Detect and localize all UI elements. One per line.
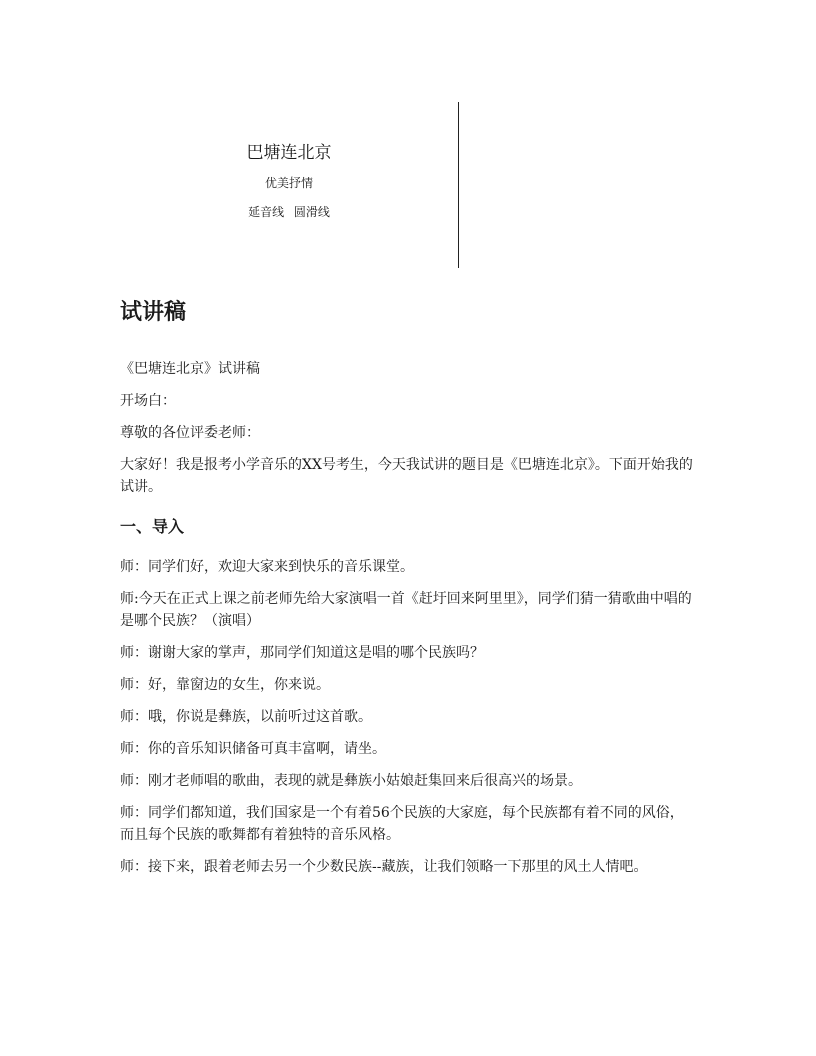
section-title: 一、导入 [120, 517, 185, 536]
section-paragraph: 师：接下来，跟着老师去另一个少数民族--藏族，让我们领略一下那里的风土人情吧。 [120, 859, 648, 875]
blackboard-design [120, 100, 462, 268]
document-heading: 试讲稿 [120, 300, 187, 325]
section-paragraph: 师：谢谢大家的掌声，那同学们知道这是唱的哪个民族吗？ [120, 645, 484, 661]
board-subtitle: 优美抒情 [264, 176, 313, 190]
intro-paragraph: 开场白： [120, 393, 176, 409]
section-paragraph: 师：同学们好，欢迎大家来到快乐的音乐课堂。 [120, 559, 414, 575]
intro-paragraph: 《巴塘连北京》试讲稿 [120, 361, 260, 377]
section-paragraph: 师：刚才老师唱的歌曲，表现的就是彝族小姑娘赶集回来后很高兴的场景。 [120, 773, 582, 789]
section-paragraph: 师：你的音乐知识储备可真丰富啊，请坐。 [120, 741, 386, 757]
intro-paragraph: 大家好！我是报考小学音乐的XX号考生，今天我试讲的题目是《巴塘连北京》。下面开始我的试讲。 [120, 457, 693, 495]
section-paragraph: 师：好，靠窗边的女生，你来说。 [120, 677, 330, 693]
document-body [120, 296, 696, 888]
section-paragraph: 师：哦，你说是彝族，以前听过这首歌。 [120, 709, 372, 725]
board-divider [458, 102, 459, 268]
board-lines: 延音线 圆滑线 [248, 205, 330, 219]
board-title: 巴塘连北京 [246, 143, 332, 163]
section-paragraph: 师：同学们都知道，我们国家是一个有着56个民族的大家庭，每个民族都有着不同的风俗，而且每个民族的歌舞都有着独特的音乐风格。 [120, 805, 684, 843]
intro-paragraph: 尊敬的各位评委老师： [120, 425, 260, 441]
section-paragraph: 师:今天在正式上课之前老师先给大家演唱一首《赶圩回来阿里里》，同学们猜一猜歌曲中唱的是哪个民族？（演唱） [120, 591, 692, 629]
